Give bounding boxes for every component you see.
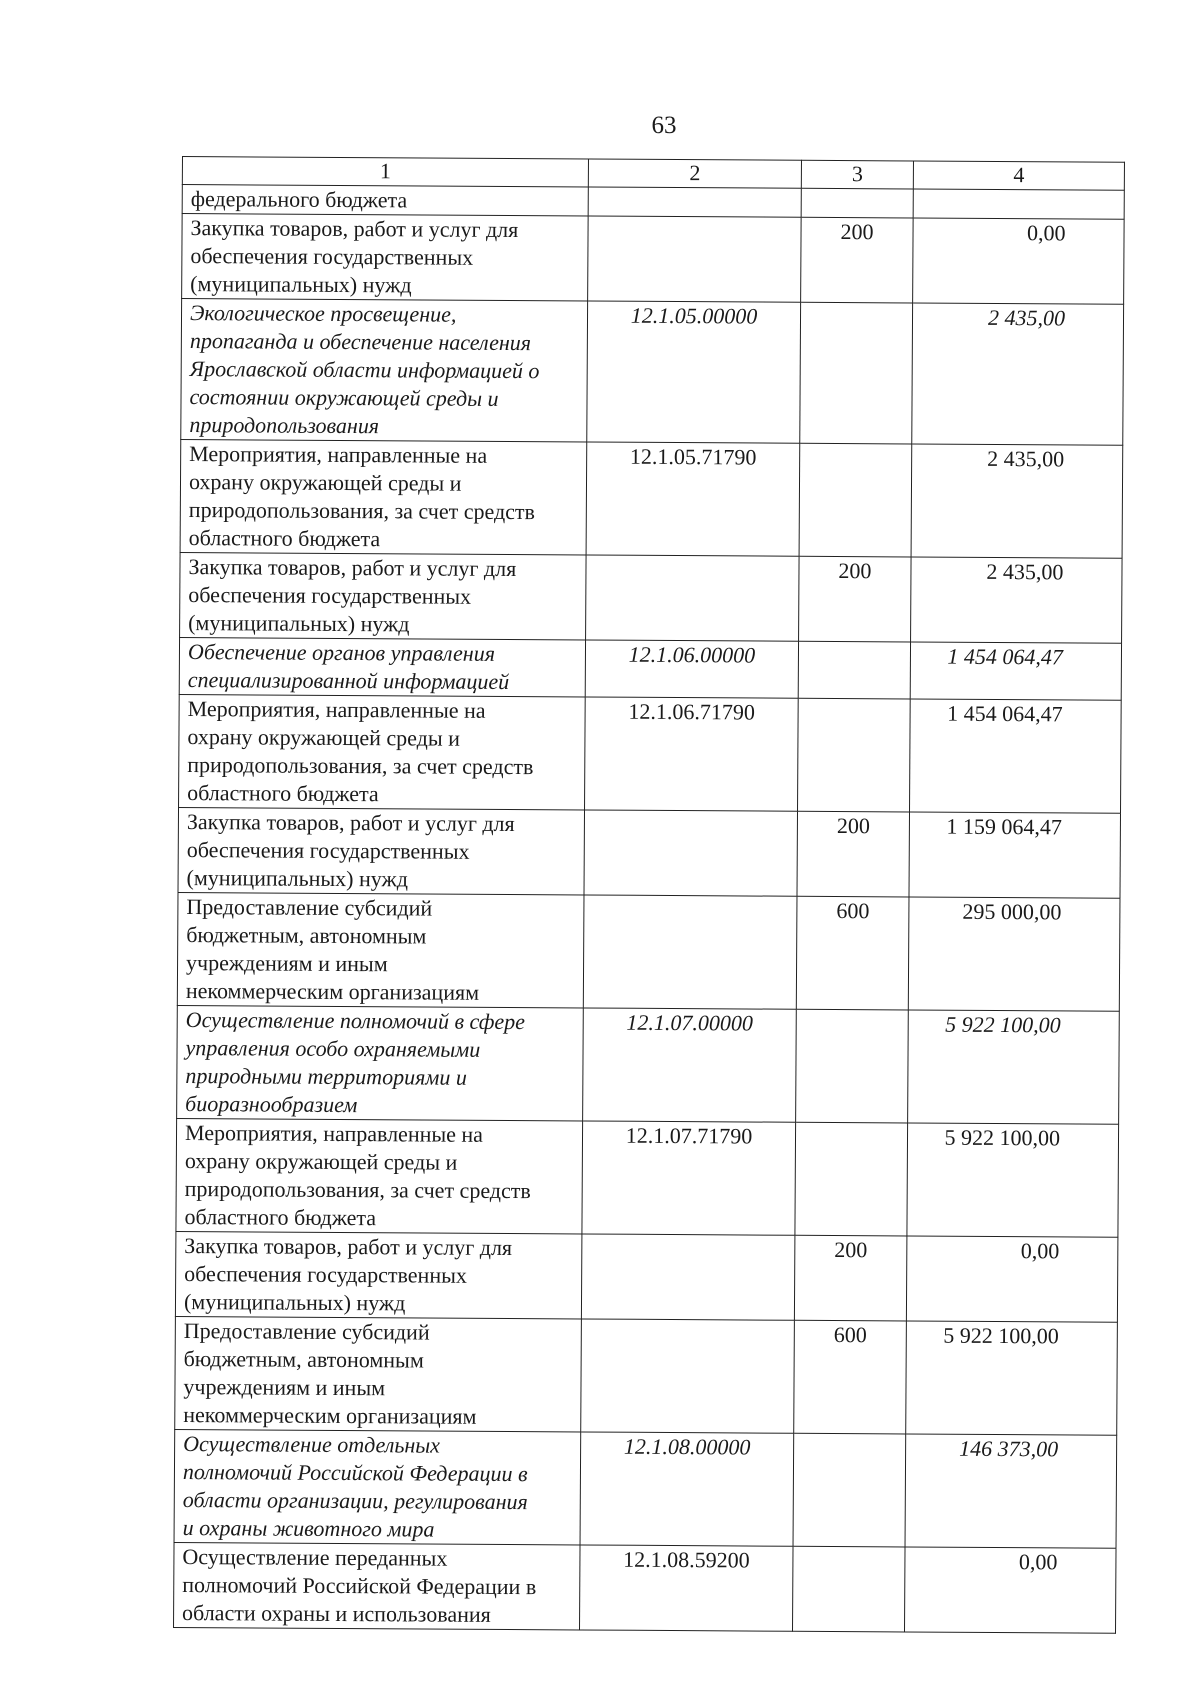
row-type-cell (793, 1433, 906, 1547)
row-type-cell (792, 1546, 905, 1632)
row-sum-cell: 2 435,00 (912, 303, 1124, 445)
row-type-cell: 600 (794, 1320, 907, 1434)
row-sum-cell: 2 435,00 (911, 444, 1123, 558)
header-column-1: 1 (182, 157, 588, 187)
table-row (182, 214, 1125, 305)
page-number: 63 (651, 112, 677, 139)
table-row (176, 1118, 1119, 1237)
table-row (180, 439, 1123, 558)
row-code-cell: 12.1.08.00000 (580, 1432, 794, 1546)
row-name-cell: федерального бюджета (182, 185, 588, 216)
table-row (179, 694, 1122, 813)
table-row (180, 552, 1123, 643)
row-name-cell: Мероприятия, направленные на охрану окружающей среды и природопользования, за счет средств областного бюджета (180, 439, 587, 554)
row-code-cell (586, 555, 800, 641)
row-code-cell (584, 810, 798, 896)
row-code-cell (581, 1234, 795, 1320)
row-code-cell (588, 187, 801, 217)
row-sum-cell: 0,00 (913, 218, 1125, 304)
row-type-cell: 200 (801, 217, 914, 303)
row-type-cell (799, 443, 912, 557)
table-row (178, 807, 1121, 898)
row-sum-cell: 0,00 (904, 1547, 1116, 1633)
row-code-cell (583, 895, 797, 1009)
row-code-cell: 12.1.06.00000 (585, 640, 798, 698)
table-row (177, 892, 1120, 1011)
row-name-cell: Закупка товаров, работ и услуг для обеспечения государственных (муниципальных) нужд (182, 214, 589, 301)
row-sum-cell: 5 922 100,00 (908, 1010, 1120, 1124)
table-row (175, 1231, 1118, 1322)
table-row (174, 1429, 1117, 1548)
row-type-cell: 200 (799, 556, 912, 642)
row-type-cell: 200 (797, 811, 910, 897)
row-sum-cell: 146 373,00 (905, 1434, 1117, 1548)
table-row (174, 1542, 1117, 1633)
row-name-cell: Закупка товаров, работ и услуг для обеспечения государственных (муниципальных) нужд (175, 1231, 582, 1318)
table-row (179, 637, 1121, 700)
row-name-cell: Предоставление субсидий бюджетным, автономным учреждениям и иным некоммерческим организациям (175, 1316, 582, 1431)
header-column-2: 2 (588, 159, 801, 188)
table-row (181, 299, 1124, 446)
row-sum-cell: 2 435,00 (911, 557, 1123, 643)
row-sum-cell: 5 922 100,00 (906, 1321, 1118, 1435)
row-sum-cell: 0,00 (906, 1236, 1118, 1322)
row-name-cell: Осуществление переданных полномочий Российской Федерации в области охраны и использования (174, 1542, 581, 1629)
row-sum-cell: 295 000,00 (908, 897, 1120, 1011)
row-name-cell: Обеспечение органов управления специализированной информацией (179, 637, 585, 696)
row-type-cell: 200 (794, 1235, 907, 1321)
row-type-cell (798, 641, 910, 699)
row-type-cell: 600 (796, 896, 909, 1010)
budget-table (173, 156, 1125, 1634)
row-name-cell: Экологическое просвещение, пропаганда и обеспечение населения Ярославской области информацией о состоянии окружающей среды и природопользования (181, 299, 588, 442)
row-type-cell (796, 1009, 909, 1123)
row-code-cell (581, 1319, 795, 1433)
table-row (177, 1005, 1120, 1124)
row-name-cell: Мероприятия, направленные на охрану окружающей среды и природопользования, за счет средств областного бюджета (179, 694, 586, 809)
row-code-cell: 12.1.07.71790 (582, 1121, 796, 1235)
row-type-cell (800, 302, 913, 444)
header-column-3: 3 (801, 160, 913, 189)
row-sum-cell: 1 159 064,47 (909, 812, 1121, 898)
row-name-cell: Мероприятия, направленные на охрану окружающей среды и природопользования, за счет средств областного бюджета (176, 1118, 583, 1233)
row-code-cell (588, 216, 802, 302)
row-type-cell (801, 188, 913, 218)
row-type-cell (798, 698, 911, 812)
row-sum-cell (913, 189, 1124, 219)
row-name-cell: Осуществление полномочий в сфере управления особо охраняемыми природными территориями и биоразнообразием (177, 1005, 584, 1120)
table-body (174, 185, 1125, 1634)
row-sum-cell: 1 454 064,47 (910, 642, 1121, 700)
table-row (175, 1316, 1118, 1435)
header-column-4: 4 (913, 161, 1124, 190)
row-code-cell: 12.1.08.59200 (580, 1545, 794, 1631)
row-sum-cell: 5 922 100,00 (907, 1123, 1119, 1237)
row-code-cell: 12.1.06.71790 (585, 697, 799, 811)
row-code-cell: 12.1.05.71790 (586, 442, 800, 556)
row-code-cell: 12.1.07.00000 (583, 1008, 797, 1122)
row-name-cell: Закупка товаров, работ и услуг для обеспечения государственных (муниципальных) нужд (180, 552, 587, 639)
row-type-cell (795, 1122, 908, 1236)
row-sum-cell: 1 454 064,47 (910, 699, 1122, 813)
row-name-cell: Предоставление субсидий бюджетным, автономным учреждениям и иным некоммерческим организациям (177, 892, 584, 1007)
row-name-cell: Осуществление отдельных полномочий Российской Федерации в области организации, регулирования и охраны животного мира (174, 1429, 581, 1544)
row-name-cell: Закупка товаров, работ и услуг для обеспечения государственных (муниципальных) нужд (178, 807, 585, 894)
row-code-cell: 12.1.05.00000 (587, 301, 801, 443)
